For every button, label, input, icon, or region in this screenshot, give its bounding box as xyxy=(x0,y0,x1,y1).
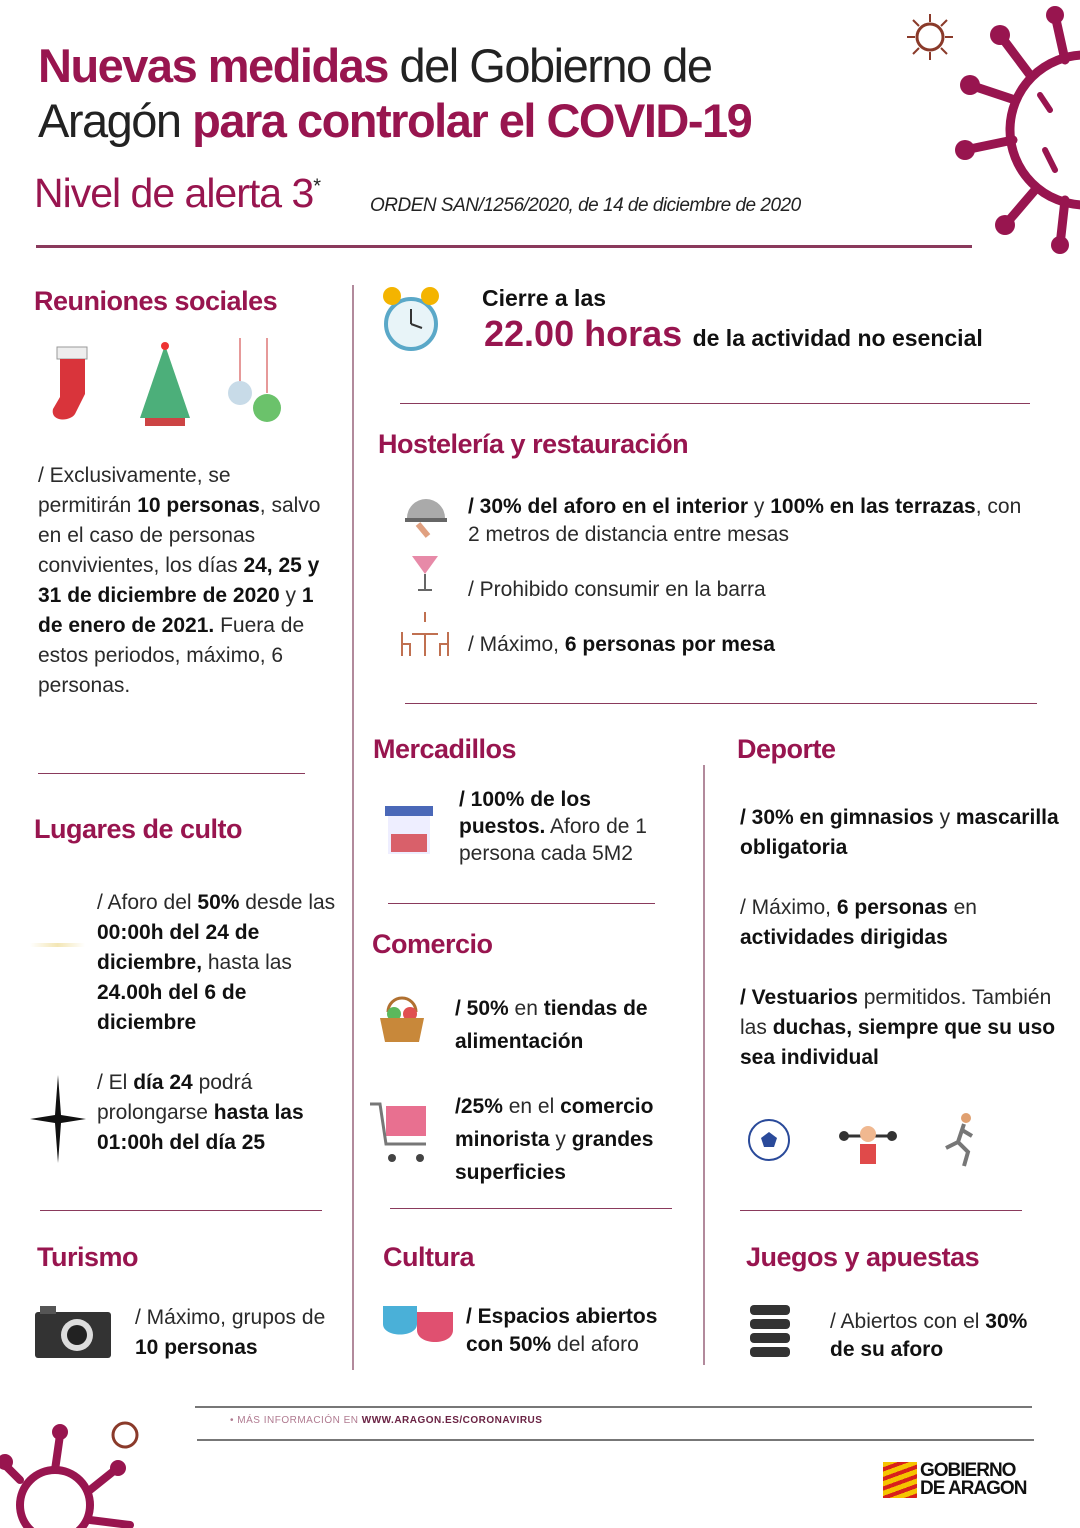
casino-chips-icon xyxy=(748,1303,792,1359)
ornaments-icon xyxy=(225,338,285,428)
text-segment: en xyxy=(508,997,544,1020)
text-segment: / 50% xyxy=(455,997,509,1020)
text-segment: / Exclusivamente, se permitirán xyxy=(38,464,231,517)
text-segment: , salvo en el caso de personas convivientes, los días xyxy=(38,494,321,577)
title-line-2 xyxy=(38,93,751,148)
deporte-item-3 xyxy=(740,983,1070,1073)
text-segment: 10 personas xyxy=(135,1336,258,1359)
page-title xyxy=(38,38,751,148)
text-segment: / 30% en gimnasios xyxy=(740,806,934,829)
gobierno-aragon-logo xyxy=(883,1462,1026,1498)
text-segment: / Vestuarios xyxy=(740,986,858,1009)
mercadillos-text xyxy=(459,786,679,867)
text-segment: 100% en las terrazas xyxy=(770,495,976,518)
order-reference: ORDEN SAN/1256/2020, de 14 de diciembre de 2020 xyxy=(370,195,801,216)
divider xyxy=(38,773,305,774)
text-segment: mascarilla obligatoria xyxy=(740,806,1059,859)
comercio-item-1 xyxy=(455,992,695,1058)
virus-icon xyxy=(0,1410,150,1528)
turismo-text xyxy=(135,1303,335,1363)
logo-line-2: DE ARAGON xyxy=(920,1478,1027,1499)
culto-title: Lugares de culto xyxy=(34,814,243,844)
text-segment: en xyxy=(947,896,977,919)
text-segment: / Prohibido consumir en la barra xyxy=(468,578,766,601)
more-info-link[interactable]: WWW.ARAGON.ES/CORONAVIRUS xyxy=(361,1415,543,1426)
text-segment: y xyxy=(549,1128,572,1151)
text-segment: / 30% del aforo en el interior xyxy=(468,495,749,518)
text-segment: hasta las xyxy=(202,951,292,974)
text-segment: día 24 xyxy=(133,1071,193,1094)
text-segment: Nuevas medidas xyxy=(38,39,388,92)
text-segment: tiendas de alimentación xyxy=(455,997,648,1053)
soccer-ball-icon xyxy=(747,1118,791,1162)
title-line-1 xyxy=(38,38,751,93)
camera-icon xyxy=(35,1306,111,1358)
mercadillos-title: Mercadillos xyxy=(373,734,517,764)
more-info: • MÁS INFORMACIÓN EN WWW.ARAGON.ES/CORONAVIRUS xyxy=(230,1415,543,1426)
divider xyxy=(390,1208,672,1209)
text-segment: y xyxy=(933,806,956,829)
reuniones-text xyxy=(38,461,323,701)
text-segment: 24.00h del 6 de diciembre xyxy=(97,981,247,1034)
text-segment: actividades dirigidas xyxy=(740,926,948,949)
divider xyxy=(388,903,655,904)
text-segment: / El xyxy=(97,1071,134,1094)
table-chairs-icon xyxy=(400,612,450,658)
hosteleria-item-3 xyxy=(468,630,1028,660)
cultura-text xyxy=(466,1303,696,1359)
turismo-title: Turismo xyxy=(37,1242,139,1272)
text-segment: podrá prolongarse xyxy=(97,1071,253,1124)
text-segment: / Espacios abiertos con 50% xyxy=(466,1305,658,1356)
aragon-flag-icon xyxy=(883,1462,917,1498)
cultura-title: Cultura xyxy=(383,1242,474,1272)
text-segment: / Máximo, xyxy=(740,896,837,919)
divider xyxy=(36,245,972,248)
text-segment: / Aforo del xyxy=(97,891,198,914)
runner-icon xyxy=(940,1112,980,1168)
divider xyxy=(740,1210,1022,1211)
virus-icon xyxy=(945,0,1080,260)
hosteleria-item-1 xyxy=(468,493,1028,549)
column-divider xyxy=(703,765,705,1365)
sparkle-icon xyxy=(30,943,85,947)
cierre-label: Cierre a las xyxy=(482,285,607,311)
hosteleria-item-2 xyxy=(468,575,1028,605)
culto-text-1 xyxy=(97,888,347,1038)
alarm-clock-icon xyxy=(380,284,442,358)
text-segment: grandes superficies xyxy=(455,1128,654,1184)
text-segment: comercio minorista xyxy=(455,1095,654,1151)
text-segment: 6 personas por mesa xyxy=(564,633,775,656)
cierre-hour-line xyxy=(484,313,983,355)
asterisk: * xyxy=(313,175,321,198)
text-segment: Aforo de 1 persona cada 5M2 xyxy=(459,815,647,865)
text-segment: desde las xyxy=(239,891,336,914)
cierre-rest: de la actividad no esencial xyxy=(692,325,983,351)
divider xyxy=(195,1406,1032,1408)
text-segment: 30% de su aforo xyxy=(830,1310,1028,1361)
text-segment: , con 2 metros de distancia entre mesas xyxy=(468,495,1022,546)
culto-text-2 xyxy=(97,1068,337,1158)
cocktail-icon xyxy=(410,552,440,594)
text-segment: duchas, siempre que su uso sea individual xyxy=(740,1016,1056,1069)
reuniones-title: Reuniones sociales xyxy=(34,286,278,316)
divider xyxy=(40,1210,322,1211)
deporte-item-2 xyxy=(740,893,1060,953)
star-icon xyxy=(30,1075,86,1163)
text-segment: 10 personas xyxy=(137,494,260,517)
weightlifter-icon xyxy=(838,1118,898,1166)
theater-masks-icon xyxy=(381,1300,457,1354)
text-segment: / Máximo, xyxy=(468,633,565,656)
text-segment: / 100% de los puestos. xyxy=(459,788,591,838)
grocery-basket-icon xyxy=(376,992,428,1044)
more-info-prefix: MÁS INFORMACIÓN EN xyxy=(237,1415,362,1426)
shopping-cart-icon xyxy=(368,1100,432,1166)
cierre-hour: 22.00 horas xyxy=(484,313,683,354)
hosteleria-title: Hostelería y restauración xyxy=(378,429,689,459)
comercio-title: Comercio xyxy=(372,929,493,959)
divider xyxy=(405,703,1037,704)
text-segment: Fuera de estos periodos, máximo, 6 personas. xyxy=(38,614,305,697)
text-segment: 24, 25 y 31 de diciembre de 2020 xyxy=(38,554,320,607)
christmas-tree-icon xyxy=(135,340,195,428)
juegos-title: Juegos y apuestas xyxy=(746,1242,980,1272)
juegos-text xyxy=(830,1308,1030,1364)
text-segment: / Máximo, grupos de xyxy=(135,1306,326,1329)
alert-level-text: Nivel de alerta 3 xyxy=(34,170,314,216)
deporte-title: Deporte xyxy=(737,734,836,764)
text-segment: en el xyxy=(502,1095,561,1118)
text-segment: 50% xyxy=(197,891,240,914)
text-segment: hasta las 01:00h del día 25 xyxy=(97,1101,304,1154)
deporte-item-1 xyxy=(740,803,1060,863)
alert-level xyxy=(34,170,320,217)
text-segment: del Gobierno de xyxy=(387,39,712,92)
market-stall-icon xyxy=(383,804,435,856)
small-virus-icon xyxy=(905,12,955,62)
text-segment: y xyxy=(279,584,302,607)
text-segment: permitidos. También las xyxy=(740,986,1052,1039)
text-segment: 00:00h del 24 de diciembre, xyxy=(97,921,260,974)
text-segment: 1 de enero de 2021. xyxy=(38,584,314,637)
divider xyxy=(400,403,1030,404)
stocking-icon xyxy=(45,342,100,427)
logo-line-1: GOBIERNO xyxy=(920,1460,1016,1481)
column-divider xyxy=(352,285,354,1370)
text-segment: Aragón xyxy=(38,94,193,147)
text-segment: /25% xyxy=(455,1095,503,1118)
text-segment: y xyxy=(748,495,771,518)
cloche-icon xyxy=(403,492,449,538)
text-segment: / Abiertos con el xyxy=(830,1310,986,1333)
text-segment: 6 personas xyxy=(836,896,948,919)
comercio-item-2 xyxy=(455,1090,700,1189)
text-segment: para controlar el COVID-19 xyxy=(192,94,752,147)
text-segment: del aforo xyxy=(551,1333,639,1356)
divider xyxy=(197,1439,1034,1441)
